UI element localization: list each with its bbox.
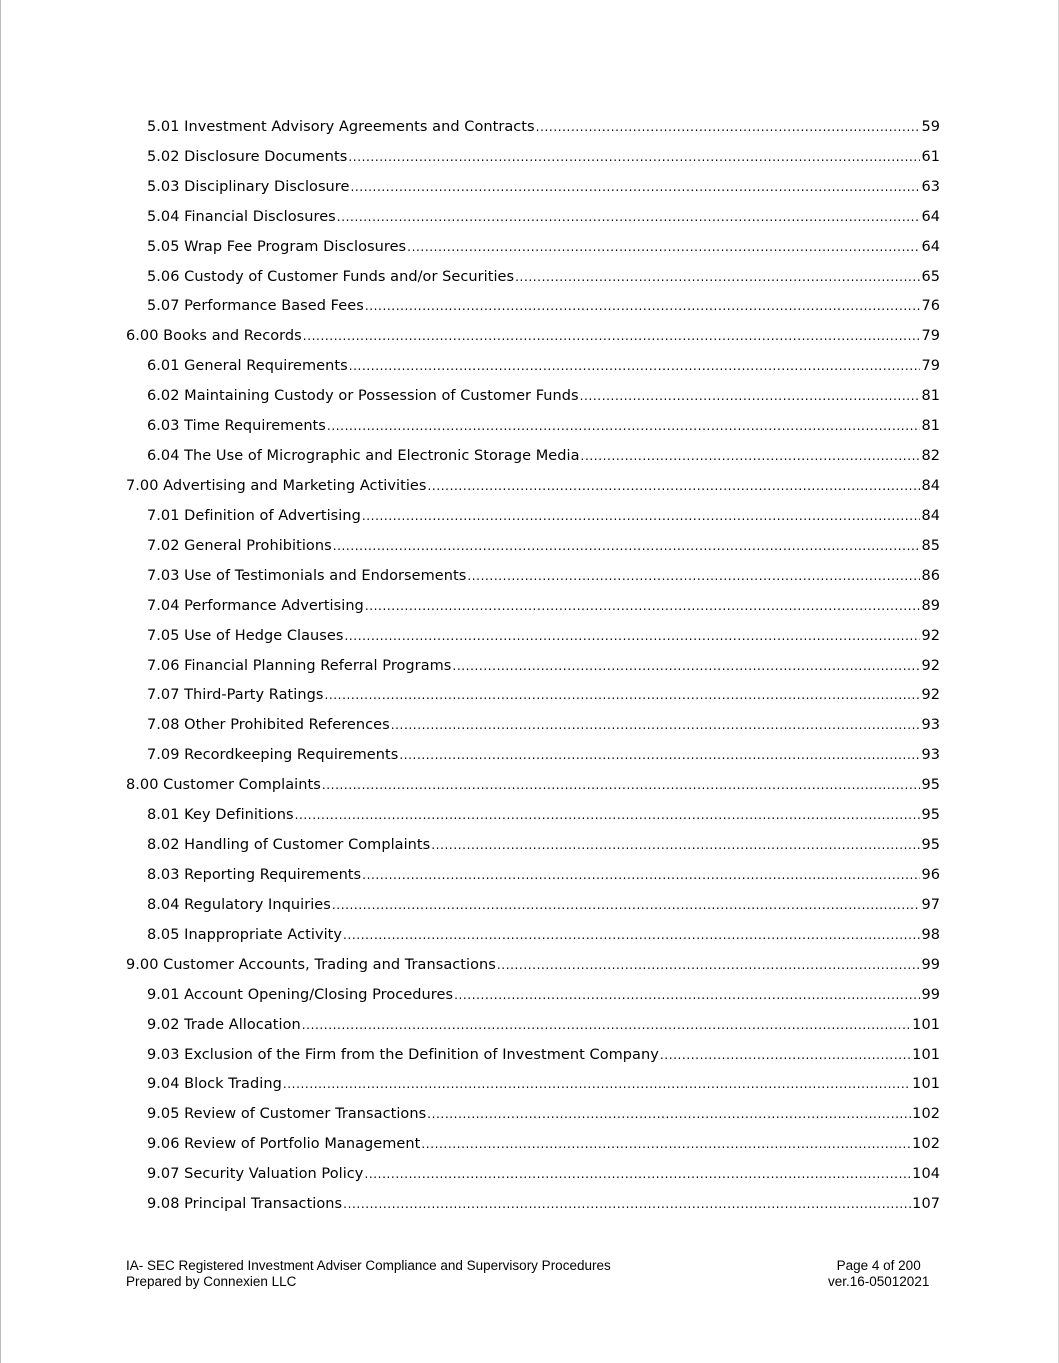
toc-entry-line [147,1076,940,1092]
toc-entry[interactable] [0,202,1059,232]
toc-entry-line [147,269,940,285]
toc-entry-title: 6.01 General Requirements [147,358,348,375]
toc-entry-title: 6.02 Maintaining Custody or Possession of Customer Funds [147,388,579,405]
toc-entry[interactable] [0,651,1059,681]
toc-dot-leader [348,149,920,165]
toc-dot-leader [365,298,921,314]
toc-entry-title: 5.07 Performance Based Fees [147,298,364,315]
toc-entry-page-number: 104 [912,1166,940,1183]
toc-entry-title: 7.05 Use of Hedge Clauses [147,627,344,644]
toc-entry[interactable] [0,950,1059,980]
toc-entry-page-number: 102 [912,1106,940,1123]
toc-entry-page-number: 59 [921,118,940,135]
toc-dot-leader [454,987,920,1003]
toc-entry-title: 5.01 Investment Advisory Agreements and Contracts [147,118,535,135]
toc-entry-page-number: 93 [921,717,940,734]
toc-entry[interactable] [0,980,1059,1010]
toc-entry-line [126,478,940,494]
toc-dot-leader [399,747,920,763]
toc-entry-page-number: 89 [921,597,940,614]
toc-dot-leader [327,418,921,434]
toc-dot-leader [580,388,921,404]
toc-entry-title: 9.05 Review of Customer Transactions [147,1106,427,1123]
toc-entry-page-number: 99 [921,986,940,1003]
toc-entry-line [147,927,940,943]
toc-entry-line [126,777,940,793]
table-of-contents [0,112,1059,1219]
toc-entry[interactable] [0,740,1059,770]
toc-entry-line [147,568,940,584]
toc-entry-title: 7.02 General Prohibitions [147,537,332,554]
toc-dot-leader [337,209,921,225]
toc-entry-page-number: 64 [921,238,940,255]
toc-dot-leader [303,328,921,344]
toc-entry-line [147,598,940,614]
footer-right [828,1258,929,1290]
toc-entry-line [147,1017,940,1033]
toc-entry[interactable] [0,681,1059,711]
toc-entry-page-number: 107 [912,1196,940,1213]
toc-entry-title: 7.04 Performance Advertising [147,597,364,614]
toc-entry-page-number: 64 [921,208,940,225]
toc-dot-leader [362,508,921,524]
toc-dot-leader [497,957,921,973]
toc-entry[interactable] [0,890,1059,920]
toc-entry-line [147,897,940,913]
toc-entry-page-number: 84 [921,478,940,495]
toc-entry[interactable] [0,1099,1059,1129]
toc-entry-title: 7.07 Third-Party Ratings [147,687,324,704]
toc-entry-page-number: 95 [921,837,940,854]
toc-entry-page-number: 98 [921,926,940,943]
toc-entry-page-number: 84 [921,507,940,524]
toc-entry-title: 6.03 Time Requirements [147,418,326,435]
toc-entry-page-number: 99 [921,956,940,973]
footer-document-title: IA- SEC Registered Investment Adviser Compliance and Supervisory Procedures [126,1258,611,1273]
toc-entry[interactable] [0,920,1059,950]
toc-entry-title: 8.00 Customer Complaints [126,777,321,794]
toc-dot-leader [333,538,921,554]
toc-entry[interactable] [0,1070,1059,1100]
toc-entry-page-number: 85 [921,537,940,554]
toc-entry-title: 5.05 Wrap Fee Program Disclosures [147,238,407,255]
toc-entry-title: 5.03 Disciplinary Disclosure [147,178,350,195]
toc-entry[interactable] [0,561,1059,591]
toc-entry-page-number: 81 [921,388,940,405]
toc-dot-leader [364,1166,911,1182]
toc-entry[interactable] [0,1129,1059,1159]
toc-entry-title: 9.03 Exclusion of the Firm from the Definition of Investment Company [147,1046,659,1063]
toc-entry-line [147,628,940,644]
toc-entry[interactable] [0,1040,1059,1070]
toc-entry-title: 7.09 Recordkeeping Requirements [147,747,399,764]
toc-dot-leader [344,628,920,644]
toc-dot-leader [295,807,921,823]
toc-dot-leader [350,179,920,195]
toc-entry-line [147,807,940,823]
toc-dot-leader [362,867,920,883]
toc-entry[interactable] [0,770,1059,800]
toc-entry-line [147,747,940,763]
toc-dot-leader [407,239,920,255]
toc-dot-leader [660,1047,911,1063]
toc-entry-page-number: 97 [921,896,940,913]
toc-entry[interactable] [0,1159,1059,1189]
toc-dot-leader [467,568,920,584]
toc-entry-line [147,179,940,195]
toc-entry[interactable] [0,172,1059,202]
toc-entry-page-number: 61 [921,148,940,165]
toc-entry-title: 7.01 Definition of Advertising [147,507,361,524]
toc-entry-title: 8.02 Handling of Customer Complaints [147,837,431,854]
toc-entry-page-number: 79 [921,358,940,375]
toc-entry-title: 9.07 Security Valuation Policy [147,1166,364,1183]
toc-entry-title: 7.08 Other Prohibited References [147,717,390,734]
toc-entry-line [147,867,940,883]
toc-entry[interactable] [0,441,1059,471]
toc-entry-title: 5.04 Financial Disclosures [147,208,336,225]
toc-entry-line [147,687,940,703]
toc-entry-line [147,1136,940,1152]
toc-dot-leader [391,717,921,733]
toc-entry-page-number: 92 [921,687,940,704]
toc-entry-line [147,298,940,314]
toc-entry-title: 9.04 Block Trading [147,1076,282,1093]
toc-dot-leader [428,478,921,494]
toc-entry-page-number: 65 [921,268,940,285]
toc-dot-leader [515,269,920,285]
toc-entry-title: 9.08 Principal Transactions [147,1196,343,1213]
toc-entry-title: 9.02 Trade Allocation [147,1016,301,1033]
toc-entry-page-number: 102 [912,1136,940,1153]
toc-entry-page-number: 101 [912,1076,940,1093]
toc-entry-page-number: 76 [921,298,940,315]
toc-entry[interactable] [0,531,1059,561]
toc-dot-leader [365,598,921,614]
toc-dot-leader [283,1076,911,1092]
toc-entry-line [147,658,940,674]
toc-dot-leader [431,837,920,853]
toc-entry-page-number: 82 [921,448,940,465]
toc-entry-line [147,987,940,1003]
toc-entry[interactable] [0,710,1059,740]
toc-entry[interactable] [0,800,1059,830]
toc-dot-leader [332,897,921,913]
toc-entry-page-number: 101 [912,1046,940,1063]
toc-entry-page-number: 86 [921,567,940,584]
toc-dot-leader [536,119,921,135]
toc-entry-line [126,328,940,344]
toc-entry-title: 9.06 Review of Portfolio Management [147,1136,421,1153]
toc-dot-leader [452,658,920,674]
toc-entry-line [147,448,940,464]
toc-dot-leader [322,777,921,793]
toc-entry-line [147,1166,940,1182]
toc-dot-leader [421,1136,911,1152]
footer-version: ver.16-05012021 [828,1274,930,1289]
toc-entry[interactable] [0,262,1059,292]
toc-entry[interactable] [0,1010,1059,1040]
toc-entry-line [147,358,940,374]
toc-entry-line [147,1196,940,1212]
toc-entry-title: 7.06 Financial Planning Referral Programs [147,657,452,674]
toc-dot-leader [343,1196,911,1212]
toc-entry-title: 6.04 The Use of Micrographic and Electronic Storage Media [147,448,580,465]
toc-entry[interactable] [0,471,1059,501]
toc-entry[interactable] [0,411,1059,441]
toc-dot-leader [324,687,920,703]
toc-entry-line [126,957,940,973]
toc-entry[interactable] [0,112,1059,142]
toc-entry-title: 8.03 Reporting Requirements [147,867,362,883]
toc-dot-leader [302,1017,911,1033]
toc-entry-page-number: 92 [921,657,940,674]
toc-dot-leader [343,927,920,943]
footer-page-number: Page 4 of 200 [836,1258,921,1273]
toc-entry-line [147,388,940,404]
toc-entry-line [147,837,940,853]
toc-entry-line [147,119,940,135]
toc-entry-title: 8.01 Key Definitions [147,807,294,824]
toc-entry-title: 5.02 Disclosure Documents [147,148,348,165]
toc-entry-title: 7.00 Advertising and Marketing Activities [126,478,427,495]
toc-entry-title: 9.01 Account Opening/Closing Procedures [147,986,454,1003]
toc-entry-line [147,1106,940,1122]
toc-entry-page-number: 95 [921,777,940,794]
toc-entry[interactable] [0,591,1059,621]
toc-dot-leader [581,448,921,464]
toc-entry[interactable] [0,351,1059,381]
toc-entry-line [147,508,940,524]
toc-entry-title: 8.05 Inappropriate Activity [147,926,343,943]
toc-entry[interactable] [0,381,1059,411]
toc-entry-title: 6.00 Books and Records [126,328,302,345]
toc-entry[interactable] [0,501,1059,531]
toc-entry[interactable] [0,1189,1059,1219]
toc-entry-page-number: 93 [921,747,940,764]
footer-left [126,1258,611,1290]
toc-entry-line [147,538,940,554]
toc-entry-line [147,717,940,733]
toc-entry-title: 7.03 Use of Testimonials and Endorsements [147,567,467,584]
toc-entry[interactable] [0,621,1059,651]
toc-dot-leader [349,358,921,374]
toc-entry[interactable] [0,830,1059,860]
toc-dot-leader [427,1106,911,1122]
toc-entry-line [147,1047,940,1063]
toc-entry-page-number: 81 [921,418,940,435]
toc-entry[interactable] [0,860,1059,890]
toc-entry-page-number: 101 [912,1016,940,1033]
toc-entry-page-number: 79 [921,328,940,345]
toc-entry[interactable] [0,232,1059,262]
toc-entry-page-number: 96 [921,867,940,883]
toc-entry[interactable] [0,292,1059,322]
toc-entry-line [147,149,940,165]
toc-entry-title: 5.06 Custody of Customer Funds and/or Securities [147,268,515,285]
toc-entry-page-number: 95 [921,807,940,824]
toc-entry-title: 8.04 Regulatory Inquiries [147,896,331,913]
toc-entry-line [147,239,940,255]
toc-entry[interactable] [0,321,1059,351]
toc-entry-page-number: 63 [921,178,940,195]
toc-entry-line [147,418,940,434]
toc-entry-title: 9.00 Customer Accounts, Trading and Transactions [126,956,496,973]
footer-preparer: Prepared by Connexien LLC [126,1274,297,1289]
toc-entry-line [147,209,940,225]
toc-entry-page-number: 92 [921,627,940,644]
toc-entry[interactable] [0,142,1059,172]
